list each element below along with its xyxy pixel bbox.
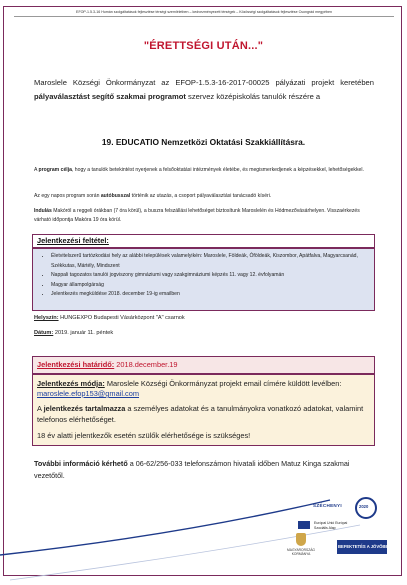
- application-method-box: [32, 374, 375, 446]
- contact-info: További információ kérhető a 06-62/256-033 telefonszámon hivatali időben Matuz Kinga szakmai vezetőtől.: [34, 459, 350, 480]
- intro-paragraph: Maroslele Községi Önkormányzat az EFOP-1.5.3-16-2017-00025 pályázati projekt keretében pályaválasztást segítő szakmai programot szervez középiskolás tanulók részére a: [34, 78, 374, 101]
- departure-info: Indulás Makóról a reggeli órákban (7 óra körül), a buszra felszállási lehetőséget biztosítunk Maroslelén és Hódmezővásárhelyen. Visszaérkezés várható időpontja Makóra 19 óra körül.: [34, 208, 360, 223]
- deadline-line: Jelentkezési határidő: 2018.december.19: [37, 360, 178, 369]
- conditions-list-box: [32, 248, 375, 311]
- eu-text: Európai Unió Európai Szociális Alap: [314, 521, 348, 530]
- bus-info: Az egy napos program során autóbusszal történik az utazás, a csoport pályaválasztási tanácsadó kíséri.: [34, 193, 272, 199]
- footer-arc: [0, 485, 407, 585]
- invest-band-label: BEFEKTETÉS A JÖVŐBE: [338, 544, 389, 549]
- email-link[interactable]: maroslele.efop153@gmail.com: [37, 389, 139, 398]
- szechenyi-label: SZÉCHENYI: [313, 503, 342, 508]
- list-item: • Jelentkezés megküldése 2018. december 19-ig emailben: [51, 290, 374, 300]
- minor-note: 18 év alatti jelentkezők esetén szülők elérhetősége is szükséges!: [37, 431, 251, 440]
- deadline-box: [32, 356, 375, 374]
- szechenyi-logo-icon: 2020: [355, 497, 377, 519]
- list-item: • Életvitelszerű tartózkodási hely az alábbi települések valamelyikén: Maroslele, Földeák, Óföldeák, Kiszombor, Apátfalva, Magyarcsanád, Székkutas, Mártély, Mindszent: [51, 252, 374, 271]
- method-line: Jelentkezés módja: Maroslele Községi Önkormányzat projekt email címére küldött levélben:: [37, 379, 342, 388]
- list-item: • Magyar állampolgárság: [51, 281, 374, 291]
- eu-flag-icon: [298, 521, 310, 529]
- header-topline: EFOP-1.5.3-16 Humán szolgáltatások fejlesztése térségi szemléletben – kedvezményezett térségek – Közösségi szolgáltatások fejlesztése Csongrád megyében: [76, 10, 332, 14]
- date-line: Dátum: 2019. január 11. péntek: [34, 330, 114, 336]
- government-label: MAGYARORSZÁG KORMÁNYA: [287, 548, 315, 556]
- header-divider: [14, 16, 394, 17]
- hungary-crest-icon: [296, 533, 306, 546]
- program-goal: A program célja, hogy a tanulók betekintést nyerjenek a felsőoktatási intézmények életébe, és megismerkedjenek a képzésekkel, lehetőségekkel.: [34, 167, 364, 173]
- conditions-heading-box: [32, 234, 375, 248]
- conditions-list: [33, 249, 374, 300]
- venue-line: Helyszín: HUNGEXPO Budapesti Vásárközpont "A" csarnok: [34, 315, 185, 321]
- page-title: "ÉRETTSÉGI UTÁN...": [143, 40, 264, 52]
- list-item: • Nappali tagozatos tanulói jogviszony gimnáziumi vagy szakgimnáziumi képzés 11. vagy 12. évfolyamán: [51, 271, 374, 281]
- content-requirements: A jelentkezés tartalmazza a személyes adatokat és a tanulmányokra vonatkozó adatokat, valamint telefonos elérhetőséget.: [37, 404, 364, 424]
- conditions-heading: Jelentkezési feltétel:: [37, 236, 109, 245]
- event-subtitle: 19. EDUCATIO Nemzetközi Oktatási Szakkiállításra.: [101, 137, 306, 147]
